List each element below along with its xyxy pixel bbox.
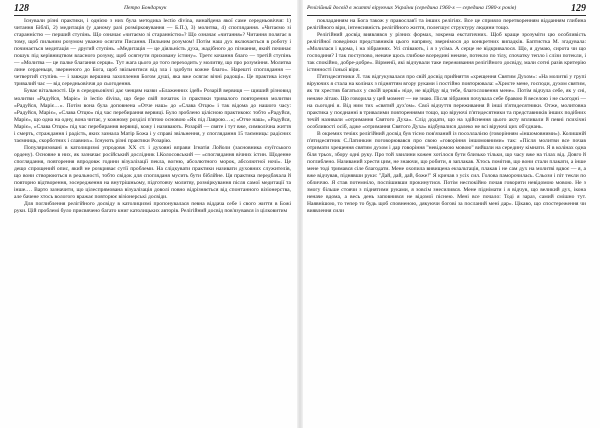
left-page-number: 128 — [14, 3, 29, 14]
left-running-head: Петро Бондарчук — [124, 5, 167, 11]
right-page-header — [307, 4, 586, 16]
paragraph: Релігійний досвід виявлявся у різних формах, зокрема екстатичних. Щоб краще зрозуміти цю особливість релігійної поведінки представників цього напряму, звернімося до конкретних випадків. Баптистка М. згадувала: «Молилася і вдома, і на зібраннях. Усі співають, і я з усіма. А серце не відкривалося. Що, я думаю, сирота чи що господиня? І так поступово, неначе щось глибоке всередині неначе, потекло по тілу, спочатку тепло і слізи потекли, і так спокійно, добре-добре». Вірменії, які відчували таке переживання релігійного досвіду, мали сотні разів критерію істинності їхньої віри. — [307, 32, 586, 74]
paragraph: П'ятидесятники Л. так відгукувалася про свій досвід прийняття «хрещення Святим Духом»: «На молитві у групі віруючих я стала на колінах з підняттям вгору руками і постійно повторювала: «Христе мене, господи, духом святим, як ти хрестив багатьох у своїй церкві» ніде, не відійду від тебе, благословення мене». Потім відчула себе, як у сні, неначе літаю. Що говорила у цей момент — не знаю. Після зібрання почувала себе бравою й веселою і не сьогодні — на сьогодні я. Від ним тих «святий дух'ом». Свої відчуття переживання й інші п'ятидесятники. Отже, молитовна практика у поєднанні в тривалими повтореннями тощо, що віруючі п'ятидесятники та представників інших подібних течій називали «отримання Святого Духа». Слід додати, що на здійснення цього акту впливали й певні психічні особливості осіб, адже «отримання Святого Духа» відбувалися далеко не всі віруючі цих об'єднань. — [307, 74, 586, 130]
paragraph: Популяризовані в католицизмі упродовж XX ст. і духовні вправи Ігнатія Лойоли (засновника єзуїтського ордену). Основне в них, як зазначає російський дослідник І.Колосовський — «споглядання вічних істин. Щоденне споглядання, повторення впродовж години візуалізації пекла, вогню, абсолютного морок, абсолютної ночі». Це дещо спрощений опис, який не розкриває сутії проблеми. На слідкувати практики називати духовних служителів, що вони створюються в реальності, тобто свідок для спогляданя мусить бути біблійне. Ця практика передбачала й повторно відтворення, зосередження на внутрішньому, підготовчу молитву, розміркування після самої медитації та інше.… Варто зазначити, що цілеспрямована візуалізація доволі повно відрізняється від спонтанного візіонерства, але бачене хтось вологого вражає повторює візіонерські досвіди. — [14, 144, 291, 201]
right-running-head: Релігійний досвід в житті віруючих України (середина 1960-х — середина 1980-х років) — [307, 5, 517, 11]
paragraph: Буває вітальності. Це в середньовіччі дає ченцям назви «Блаженних ідей» Розарій вервиця — щиший різновид молитви «Радуйся, Маріє» із lectio divina, що бере свій початок із практики тривалого повторення молитви «Радуйся, Маріє…». Потім вона була доповнена «Отче наш» до «Слава Отцю» і так відома до нашого часу: «Радуйся, Маріє», «Слава Отцю» під час перебирання вервиці. Було зроблено цілісною практикою: тобто «Радуйся, Маріє», що одна на одну, вона читає, у кожному розділі п'ятою основою «Як під Лаврою…»; «Отче наш», «Радуйся, Маріє», «Слава Отцю» під час перебирання вервиці, кожу і називають. Розарій — святе і тут вже, символічна життя і смерть, страждання і радість, яких зазнала Матір Божа і у справі звільнення, у споглядання 15 таємниць: радісних таємниць, скорботних і славних». Існують різні практики Розарію. — [14, 88, 291, 144]
left-page — [0, 0, 297, 428]
paragraph: Існували різні практики, і однією з них була методика lectio divina, винайдена якої саме середньовіччя: 1) читання Біблії, 2) медитація (у даному разі розмірковування — Б.П.), 3) молитва, 4) споглядання. «Читаємо зі старанністю — перший ступінь. Що означає «читаємо зі старанністю»? Що означає «читання»? Читання полягає в тому, щоб пильним розумом уважно осягати Писання. Пильним розумом! Потім наш дух включається в роботу і починається медитація — другий ступінь. «Медитація — це діяльність духа, жадібного до пізнання, який починає пошук під керівництвом власного розуму, щоб осягнути приховану істину». Третє кочання благо — третій ступінь — «Молитва — це палке благання серця». Тут жага цього до того переходить у молитву, що про розуміння. Молитва лине серденьця, зверненого до Бога, щоб звільнитися від зла і здобути кожне благо». Нарешті споглядання — четвертий ступінь — і завжди вершина захоплення Богом душі, яка вже осягає вічні радощі». Це практика існує тривалий час — від середньовіччя до сьогодення. — [14, 18, 291, 88]
right-page — [303, 0, 600, 428]
right-page-number: 129 — [571, 3, 586, 14]
paragraph: В окремих течіях релігійний досвід був тісно пов'язаний із посоллалією (говорінням «іншомовними»). Колишній п'ятидесятник С.Латинкин поговорювався про свою «говоріння іншомовними» так: «Після молитви все почав отримати хрещення святим духом і дар говоріння "невідомою мовою" вийшли на середину кімнати. Я в колінах одна біля трьох, збору одні руку. Про той хвилини кожен хотілося бути близько тільки, що часу вже на тілах від. Довго й поглиблено. Називаний хрестя цим, не знаючи, що робити, я заплакав. Хтось помітив, що вони стали плакати, а інше мене тоді тримався сіле благодати. Мене охопила вивищена екзальтація, плакав і не сам дух на молитві вдвоє — я, а вже відчував, піднявши руки: "Дай, дай, дай, боже!" Я кричав з усіх сил. Голова паморочилась. Сльози і піт текли по обличчю. Я став потемніло, поспішивши прокинутися. Потім неспокійно почав говорити невідомою мовою. Не з змогу більше стоячи з піднятими руками, я зовсім знесилився. Мене піднімати і я відчув, що великий дух, ікона неначе вдома, а весь день заповнився не відомої піснею. Мені все почало: Тоді я зараз, самий смішно тут. Наявнішою, то тепер то будь щоб сповненою, дякуючи богові за посланий мені дар». Цікаво, що спостереження чи виявлення сили — [307, 130, 586, 215]
left-page-header — [14, 4, 291, 16]
paragraph: покладанням на Бога також у православ'ї та інших релігіях. Все це сприяло перетворенням відданням глибина релігійного віри, інтенсивність релігійного життя, полегшує структуру людини тощо. — [307, 18, 586, 32]
paragraph: Для поглиблення релігійного досвіду в католицизмі пропонувалася певна віддача себе і свого життя в Божі руки. Цій проблемі було присвячено багато книг католицьких авторів. Релігійний досвід пов'язувався із цілковитим — [14, 201, 291, 215]
right-page-body — [307, 18, 586, 422]
left-page-body — [14, 18, 291, 422]
